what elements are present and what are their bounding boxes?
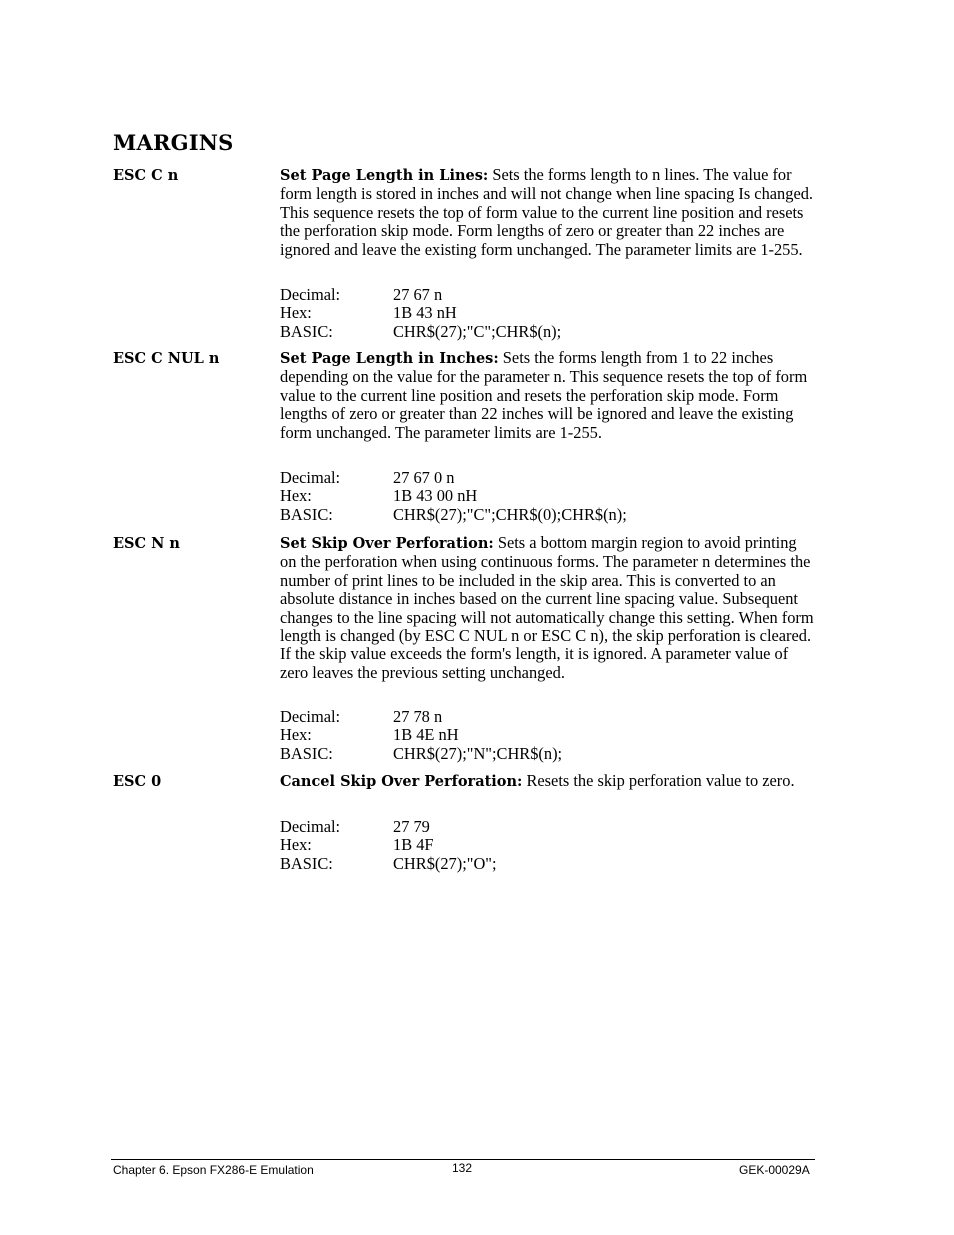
hex-label: Hex:: [280, 303, 312, 323]
command-heading: Set Page Length in Lines:: [280, 167, 489, 184]
basic-value: CHR$(27);"C";CHR$(0);CHR$(n);: [393, 504, 627, 524]
decimal-label: Decimal:: [280, 817, 341, 836]
hex-label: Hex:: [280, 835, 312, 855]
hex-value: 1B 43 00 nH: [393, 486, 478, 506]
basic-value: CHR$(27);"O";: [393, 853, 497, 873]
decimal-row: [280, 818, 815, 836]
footer-document-id: GEK-00029A: [739, 1163, 810, 1177]
code-table: [280, 469, 815, 524]
code-table: [280, 818, 815, 873]
basic-row: [280, 506, 815, 524]
basic-row: [280, 745, 815, 763]
code-table: [280, 708, 815, 763]
decimal-row: [280, 469, 815, 487]
decimal-row: [280, 708, 815, 726]
basic-value: CHR$(27);"N";CHR$(n);: [393, 743, 563, 763]
hex-label: Hex:: [280, 486, 312, 506]
command-description: [280, 166, 815, 259]
basic-label: BASIC:: [280, 321, 333, 341]
command-heading: Set Page Length in Inches:: [280, 350, 499, 367]
decimal-value: 27 78 n: [393, 707, 443, 726]
command-description-text: Sets the forms length to n lines. The value for form length is stored in inches and will not change when line spacing Is changed. This sequence resets the top of form value to the current line position and resets the perforation skip mode. Form lengths of zero or greater than 22 inches are ignored and leave the existing form unchanged. The parameter limits are 1-255.: [280, 165, 814, 259]
basic-value: CHR$(27);"C";CHR$(n);: [393, 321, 562, 341]
basic-row: [280, 855, 815, 873]
decimal-label: Decimal:: [280, 468, 341, 487]
command-heading: Set Skip Over Perforation:: [280, 535, 494, 552]
command-heading: Cancel Skip Over Perforation:: [280, 773, 523, 790]
command-description-text: Sets a bottom margin region to avoid printing on the perforation when using continuous forms. The parameter n determines the number of print lines to be included in the skip area. This is converted to an absolute distance in inches based on the current line spacing value. Subsequent changes to the line spacing will not automatically change this setting. When form length is changed (by ESC C NUL n or ESC C n), the skip perforation is cleared. If the skip value exceeds the form's length, it is ignored. A parameter value of zero leaves the previous setting unchanged.: [280, 533, 814, 682]
command-code: ESC 0: [113, 773, 162, 790]
code-table: [280, 286, 815, 341]
decimal-row: [280, 286, 815, 304]
hex-value: 1B 4E nH: [393, 725, 459, 745]
command-code: ESC C n: [113, 167, 179, 184]
command-description: [280, 534, 815, 682]
decimal-value: 27 79: [393, 817, 430, 836]
hex-row: [280, 304, 815, 322]
basic-label: BASIC:: [280, 853, 333, 873]
hex-label: Hex:: [280, 725, 312, 745]
command-code: ESC N n: [113, 535, 180, 552]
decimal-value: 27 67 0 n: [393, 468, 455, 487]
command-description: [280, 772, 815, 791]
hex-row: [280, 487, 815, 505]
decimal-label: Decimal:: [280, 285, 341, 304]
decimal-value: 27 67 n: [393, 285, 443, 304]
basic-row: [280, 323, 815, 341]
section-title: MARGINS: [113, 130, 234, 155]
command-description-text: Resets the skip perforation value to zero.: [522, 771, 795, 790]
hex-row: [280, 726, 815, 744]
basic-label: BASIC:: [280, 504, 333, 524]
command-description-text: Sets the forms length from 1 to 22 inches depending on the value for the parameter n. This sequence resets the top of form value to the current line position and resets the perforation skip mode. Form lengths of zero or greater than 22 inches will be ignored and leave the existing form unchanged. The parameter limits are 1-255.: [280, 348, 808, 442]
hex-value: 1B 43 nH: [393, 303, 457, 323]
decimal-label: Decimal:: [280, 707, 341, 726]
command-description: [280, 349, 815, 442]
hex-row: [280, 836, 815, 854]
command-code: ESC C NUL n: [113, 350, 220, 367]
footer-chapter: Chapter 6. Epson FX286-E Emulation: [113, 1163, 314, 1177]
basic-label: BASIC:: [280, 743, 333, 763]
footer-page-number: 132: [452, 1161, 473, 1175]
footer-divider: [111, 1159, 815, 1160]
hex-value: 1B 4F: [393, 835, 434, 855]
